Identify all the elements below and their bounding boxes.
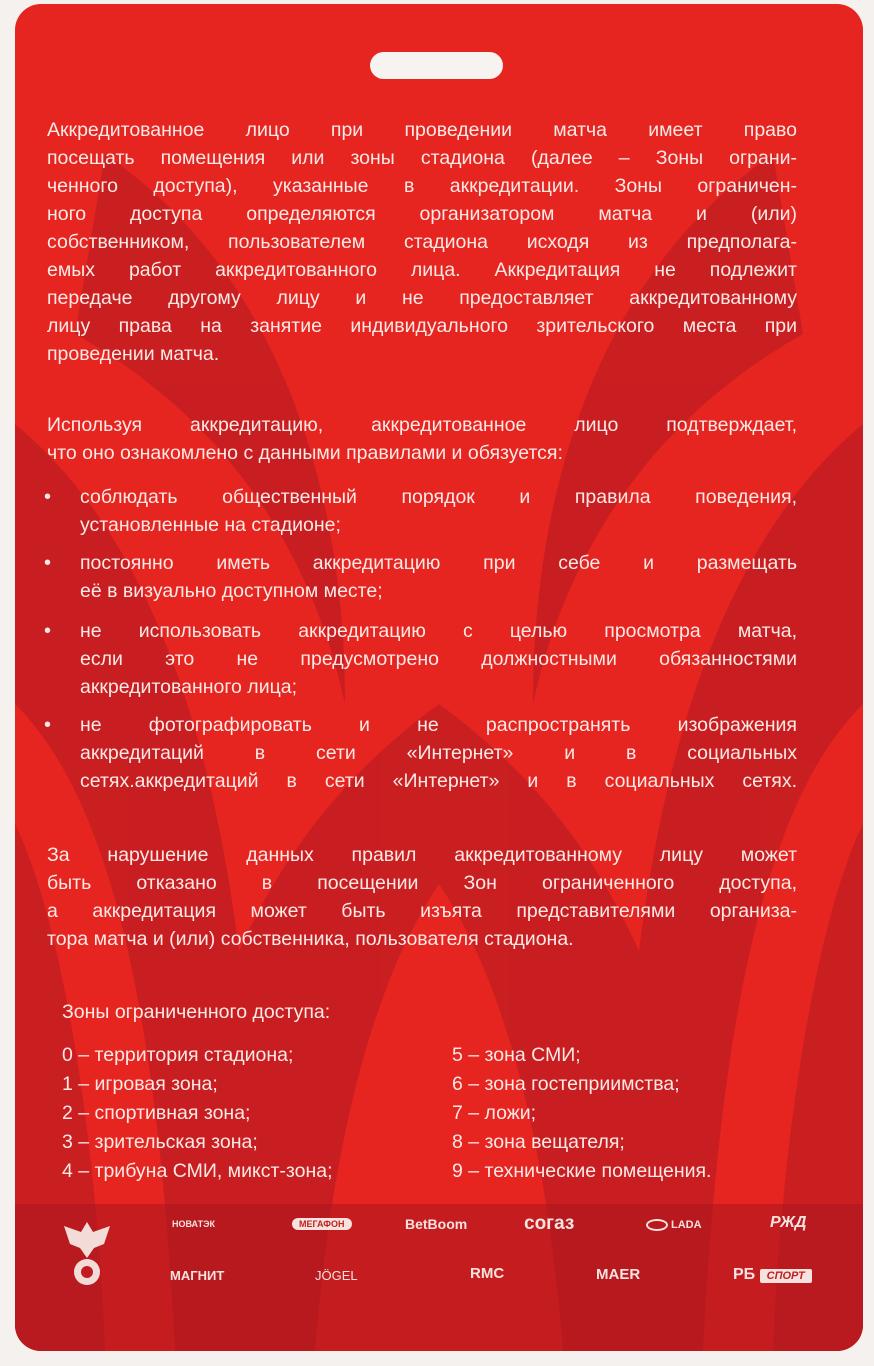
zone-item: 5 – зона СМИ; bbox=[452, 1044, 581, 1066]
zones-title: Зоны ограниченного доступа: bbox=[62, 1001, 331, 1023]
lada-logo-icon bbox=[646, 1219, 668, 1231]
bullet-icon: • bbox=[44, 620, 52, 642]
lanyard-slot bbox=[370, 52, 503, 79]
bullet-icon: • bbox=[44, 486, 52, 508]
bullet-icon: • bbox=[44, 552, 52, 574]
paragraph-access-rights bbox=[47, 116, 797, 368]
paragraph-obligations-intro bbox=[47, 411, 797, 467]
sponsor-sogaz: согаз bbox=[524, 1213, 575, 1234]
sport-label: СПОРТ bbox=[760, 1269, 812, 1283]
text-line: аккредитованного лица; bbox=[80, 676, 298, 698]
zone-item: 8 – зона вещателя; bbox=[452, 1131, 625, 1153]
sponsor-novatek: НОВАТЭК bbox=[172, 1219, 215, 1229]
text-line: не фотографировать и не распространять изображения bbox=[80, 714, 797, 736]
text-line: соблюдать общественный порядок и правила поведения, bbox=[80, 486, 797, 508]
text-line: ченного доступа), указанные в аккредитации. Зоны ограничен- bbox=[47, 175, 797, 197]
text-line: установленные на стадионе; bbox=[80, 514, 341, 536]
zone-item: 2 – спортивная зона; bbox=[62, 1102, 251, 1124]
text-line: быть отказано в посещении Зон ограниченного доступа, bbox=[47, 872, 797, 894]
text-line: её в визуально доступном месте; bbox=[80, 580, 383, 602]
rb-logo: РБ bbox=[733, 1266, 756, 1283]
text-line: аккредитаций в сети «Интернет» и в социальных bbox=[80, 742, 797, 764]
text-line: а аккредитация может быть изъята представителями организа- bbox=[47, 900, 797, 922]
zone-item: 9 – технические помещения. bbox=[452, 1160, 712, 1182]
sponsor-magnit: МАГНИТ bbox=[170, 1268, 225, 1283]
zone-item: 7 – ложи; bbox=[452, 1102, 537, 1124]
sponsor-rb-sport bbox=[733, 1266, 812, 1284]
text-line: За нарушение данных правил аккредитованному лицу может bbox=[47, 844, 797, 866]
text-line: собственником, пользователем стадиона исходя из предполага- bbox=[47, 231, 797, 253]
sponsor-jogel: JÖGEL bbox=[315, 1268, 358, 1283]
text-line: лицу права на занятие индивидуального зрительского места при bbox=[47, 315, 797, 337]
text-line: не использовать аккредитацию с целью просмотра матча, bbox=[80, 620, 797, 642]
text-line: тора матча и (или) собственника, пользователя стадиона. bbox=[47, 928, 574, 950]
text-line: посещать помещения или зоны стадиона (далее – Зоны ограни- bbox=[47, 147, 797, 169]
sponsor-betboom: BetBoom bbox=[405, 1216, 468, 1232]
text-line: ного доступа определяются организатором матча и (или) bbox=[47, 203, 797, 225]
paragraph-violations bbox=[47, 841, 797, 953]
text-line: что оно ознакомлено с данными правилами и обязуется: bbox=[47, 442, 563, 464]
text-line: сетях.аккредитаций в сети «Интернет» и в социальных сетях. bbox=[80, 770, 797, 792]
zone-item: 1 – игровая зона; bbox=[62, 1073, 218, 1095]
zone-item: 0 – территория стадиона; bbox=[62, 1044, 294, 1066]
sponsor-rzd: РЖД bbox=[770, 1214, 807, 1231]
zone-item: 3 – зрительская зона; bbox=[62, 1131, 258, 1153]
text-line: передаче другому лицу и не предоставляет аккредитованному bbox=[47, 287, 797, 309]
rfs-eagle-emblem bbox=[60, 1218, 114, 1288]
sponsor-rmc: RMC bbox=[470, 1265, 505, 1282]
sponsor-lada bbox=[646, 1219, 702, 1231]
text-line: постоянно иметь аккредитацию при себе и размещать bbox=[80, 552, 797, 574]
zone-item: 6 – зона гостеприимства; bbox=[452, 1073, 680, 1095]
zones-list-right bbox=[452, 1041, 711, 1186]
text-line: Используя аккредитацию, аккредитованное лицо подтверждает, bbox=[47, 414, 797, 436]
zone-item: 4 – трибуна СМИ, микст-зона; bbox=[62, 1160, 333, 1182]
bullet-icon: • bbox=[44, 714, 52, 736]
sponsor-maer: MAER bbox=[596, 1266, 641, 1283]
text-line: если это не предусмотрено должностными обязанностями bbox=[80, 648, 797, 670]
text-line: проведении матча. bbox=[47, 343, 220, 365]
text-line: емых работ аккредитованного лица. Аккредитация не подлежит bbox=[47, 259, 797, 281]
zones-list-left bbox=[62, 1041, 333, 1186]
text-line: Аккредитованное лицо при проведении матча имеет право bbox=[47, 119, 797, 141]
sponsor-lada-label: LADA bbox=[671, 1219, 702, 1231]
sponsor-megafon: МЕГАФОН bbox=[292, 1218, 352, 1230]
